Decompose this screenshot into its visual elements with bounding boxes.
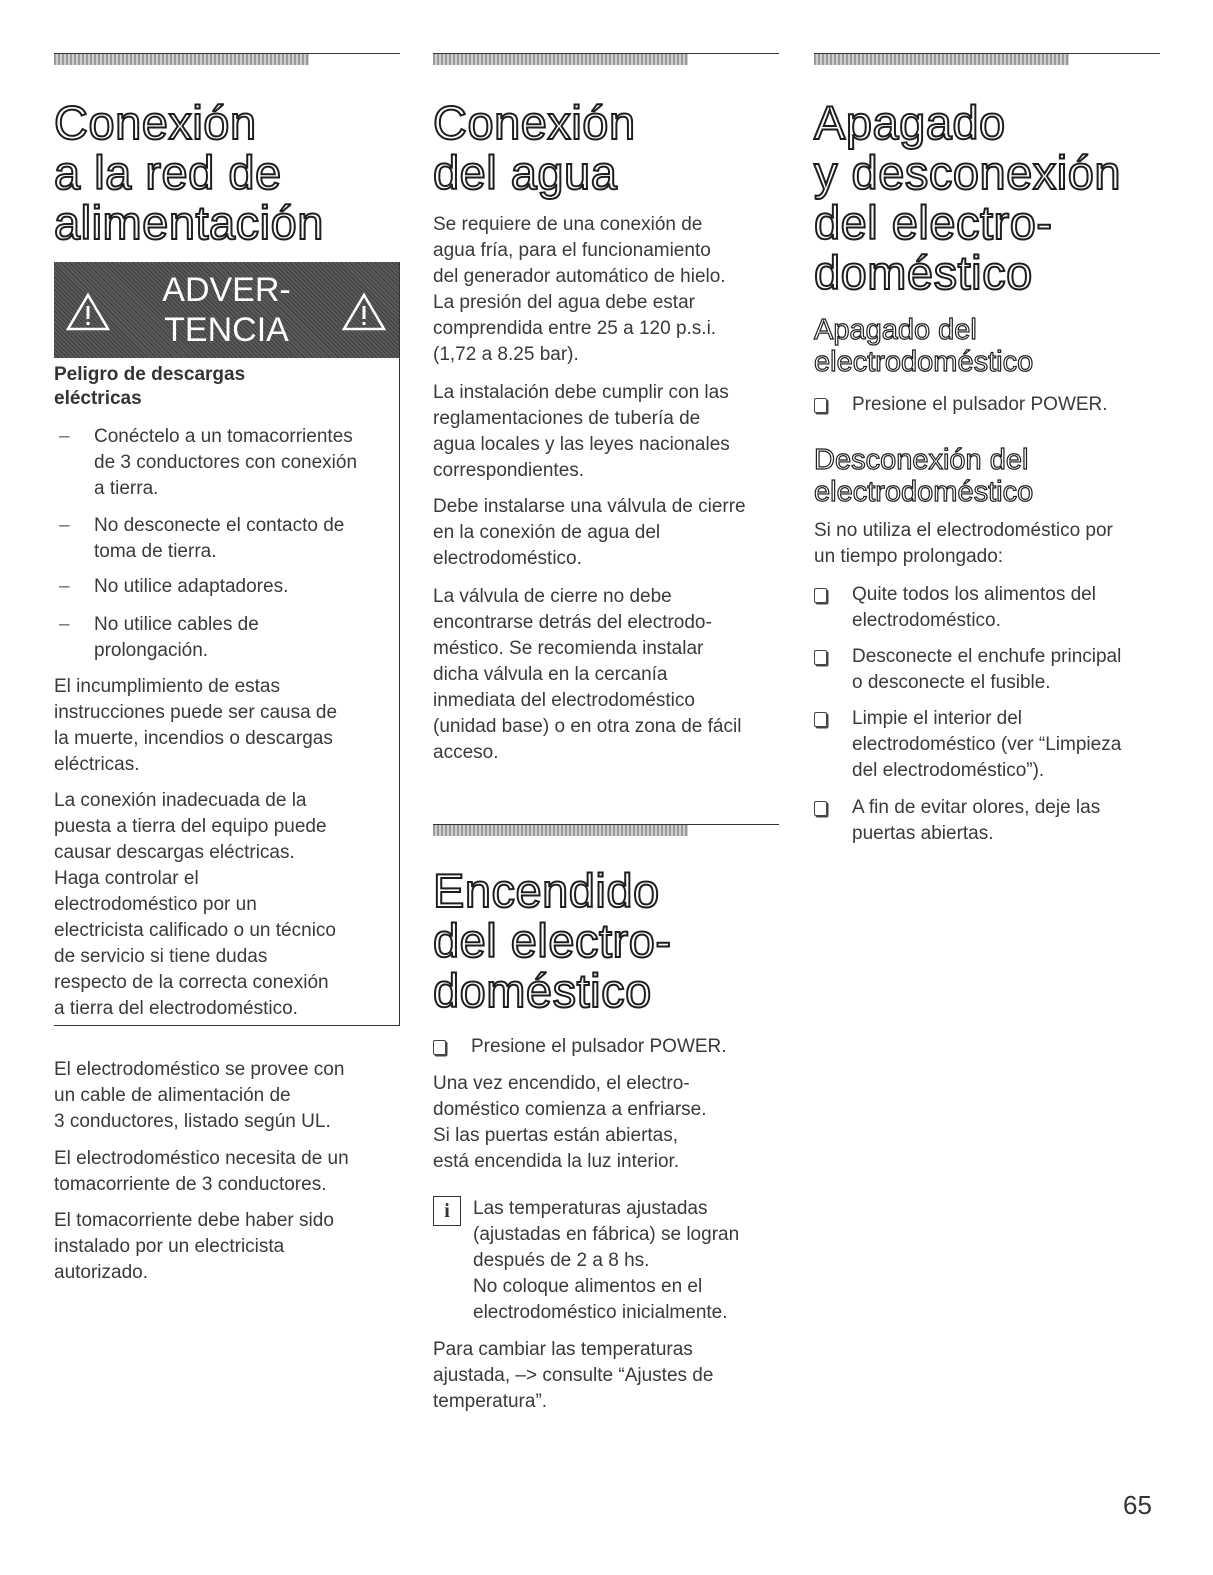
section-title-switch-off: Apagado y desconexión del electro- doméstico: [814, 96, 1121, 299]
section-title-power: Conexión a la red de alimentación: [54, 96, 324, 249]
page-number: 65: [1123, 1490, 1152, 1520]
checklist-item: Presione el pulsador POWER.: [433, 1034, 779, 1060]
body-paragraph: Si no utiliza el electrodoméstico por un tiempo prolongado:: [814, 520, 1113, 567]
warning-list-item: – No utilice adaptadores.: [59, 576, 289, 597]
section-bar: [814, 54, 1069, 65]
warning-title: ADVER- TENCIA: [162, 271, 291, 349]
warning-subtitle: Peligro de descargas eléctricas: [54, 364, 246, 409]
body-paragraph: Una vez encendido, el electro- doméstico comienza a enfriarse. Si las puertas están abiertas, está encendida la luz interior.: [433, 1073, 707, 1172]
checklist-item: Desconecte el enchufe principal o desconecte el fusible.: [814, 644, 1160, 696]
checkbox-bullet-icon: [814, 801, 827, 816]
warning-paragraph: La conexión inadecuada de la puesta a tierra del equipo puede causar descargas eléctricas. Haga controlar el electrodoméstico por un electricista calificado o un técnico de servicio si tiene dudas respecto de la correcta conexión a tierra del electrodoméstico.: [54, 790, 336, 1019]
body-paragraph: Debe instalarse una válvula de cierre en la conexión de agua del electrodoméstico.: [433, 496, 746, 569]
body-paragraph: La válvula de cierre no debe encontrarse detrás del electrodo- méstico. Se recomienda instalar dicha válvula en la cercanía inmediata del electrodoméstico (unidad base) o en otra zona de fácil acceso.: [433, 586, 742, 763]
checkbox-bullet-icon: [814, 398, 827, 413]
section-bar: [433, 54, 688, 65]
section-bar: [433, 825, 688, 836]
checkbox-bullet-icon: [814, 712, 827, 727]
info-icon: i: [433, 1196, 461, 1226]
body-paragraph: El electrodoméstico se provee con un cable de alimentación de 3 conductores, listado según UL.: [54, 1059, 345, 1132]
body-paragraph: El electrodoméstico necesita de un tomacorriente de 3 conductores.: [54, 1148, 349, 1195]
warning-paragraph: El incumplimiento de estas instrucciones puede ser causa de la muerte, incendios o descargas eléctricas.: [54, 676, 338, 775]
warning-triangle-icon: [342, 292, 386, 332]
checklist-item: A fin de evitar olores, deje las puertas abiertas.: [814, 795, 1160, 847]
body-paragraph: La instalación debe cumplir con las reglamentaciones de tubería de agua locales y las leyes nacionales correspondientes.: [433, 382, 730, 481]
checklist-item: Presione el pulsador POWER.: [814, 392, 1160, 418]
subsection-title-off: Apagado del electrodoméstico: [814, 314, 1034, 378]
subsection-title-disconnect: Desconexión del electrodoméstico: [814, 444, 1034, 508]
section-title-switch-on: Encendido del electro- doméstico: [433, 864, 672, 1017]
warning-list-item: – No desconecte el contacto de toma de tierra.: [59, 515, 345, 562]
checklist-item: Limpie el interior del electrodoméstico (ver “Limpieza del electrodoméstico”).: [814, 706, 1160, 784]
checkbox-bullet-icon: [433, 1040, 446, 1055]
checkbox-bullet-icon: [814, 588, 827, 603]
body-paragraph: Se requiere de una conexión de agua fría, para el funcionamiento del generador automático de hielo. La presión del agua debe estar comprendida entre 25 a 120 p.s.i. (1,72 a 8.25 bar).: [433, 214, 726, 365]
section-bar: [54, 54, 309, 65]
body-paragraph: El tomacorriente debe haber sido instalado por un electricista autorizado.: [54, 1210, 334, 1283]
warning-list-item: – No utilice cables de prolongación.: [59, 614, 259, 661]
warning-list-item: – Conéctelo a un tomacorrientes de 3 conductores con conexión a tierra.: [59, 426, 358, 499]
warning-triangle-icon: [66, 292, 110, 332]
warning-header: [54, 262, 399, 358]
checkbox-bullet-icon: [814, 650, 827, 665]
info-note: Las temperaturas ajustadas (ajustadas en fábrica) se logran después de 2 a 8 hs. No coloque alimentos en el electrodoméstico inicialmente.: [473, 1198, 740, 1323]
body-paragraph: Para cambiar las temperaturas ajustada, –> consulte “Ajustes de temperatura”.: [433, 1339, 714, 1412]
checklist-item: Quite todos los alimentos del electrodoméstico.: [814, 582, 1160, 634]
section-title-water: Conexión del agua: [433, 96, 636, 199]
warning-box: [54, 262, 400, 1026]
